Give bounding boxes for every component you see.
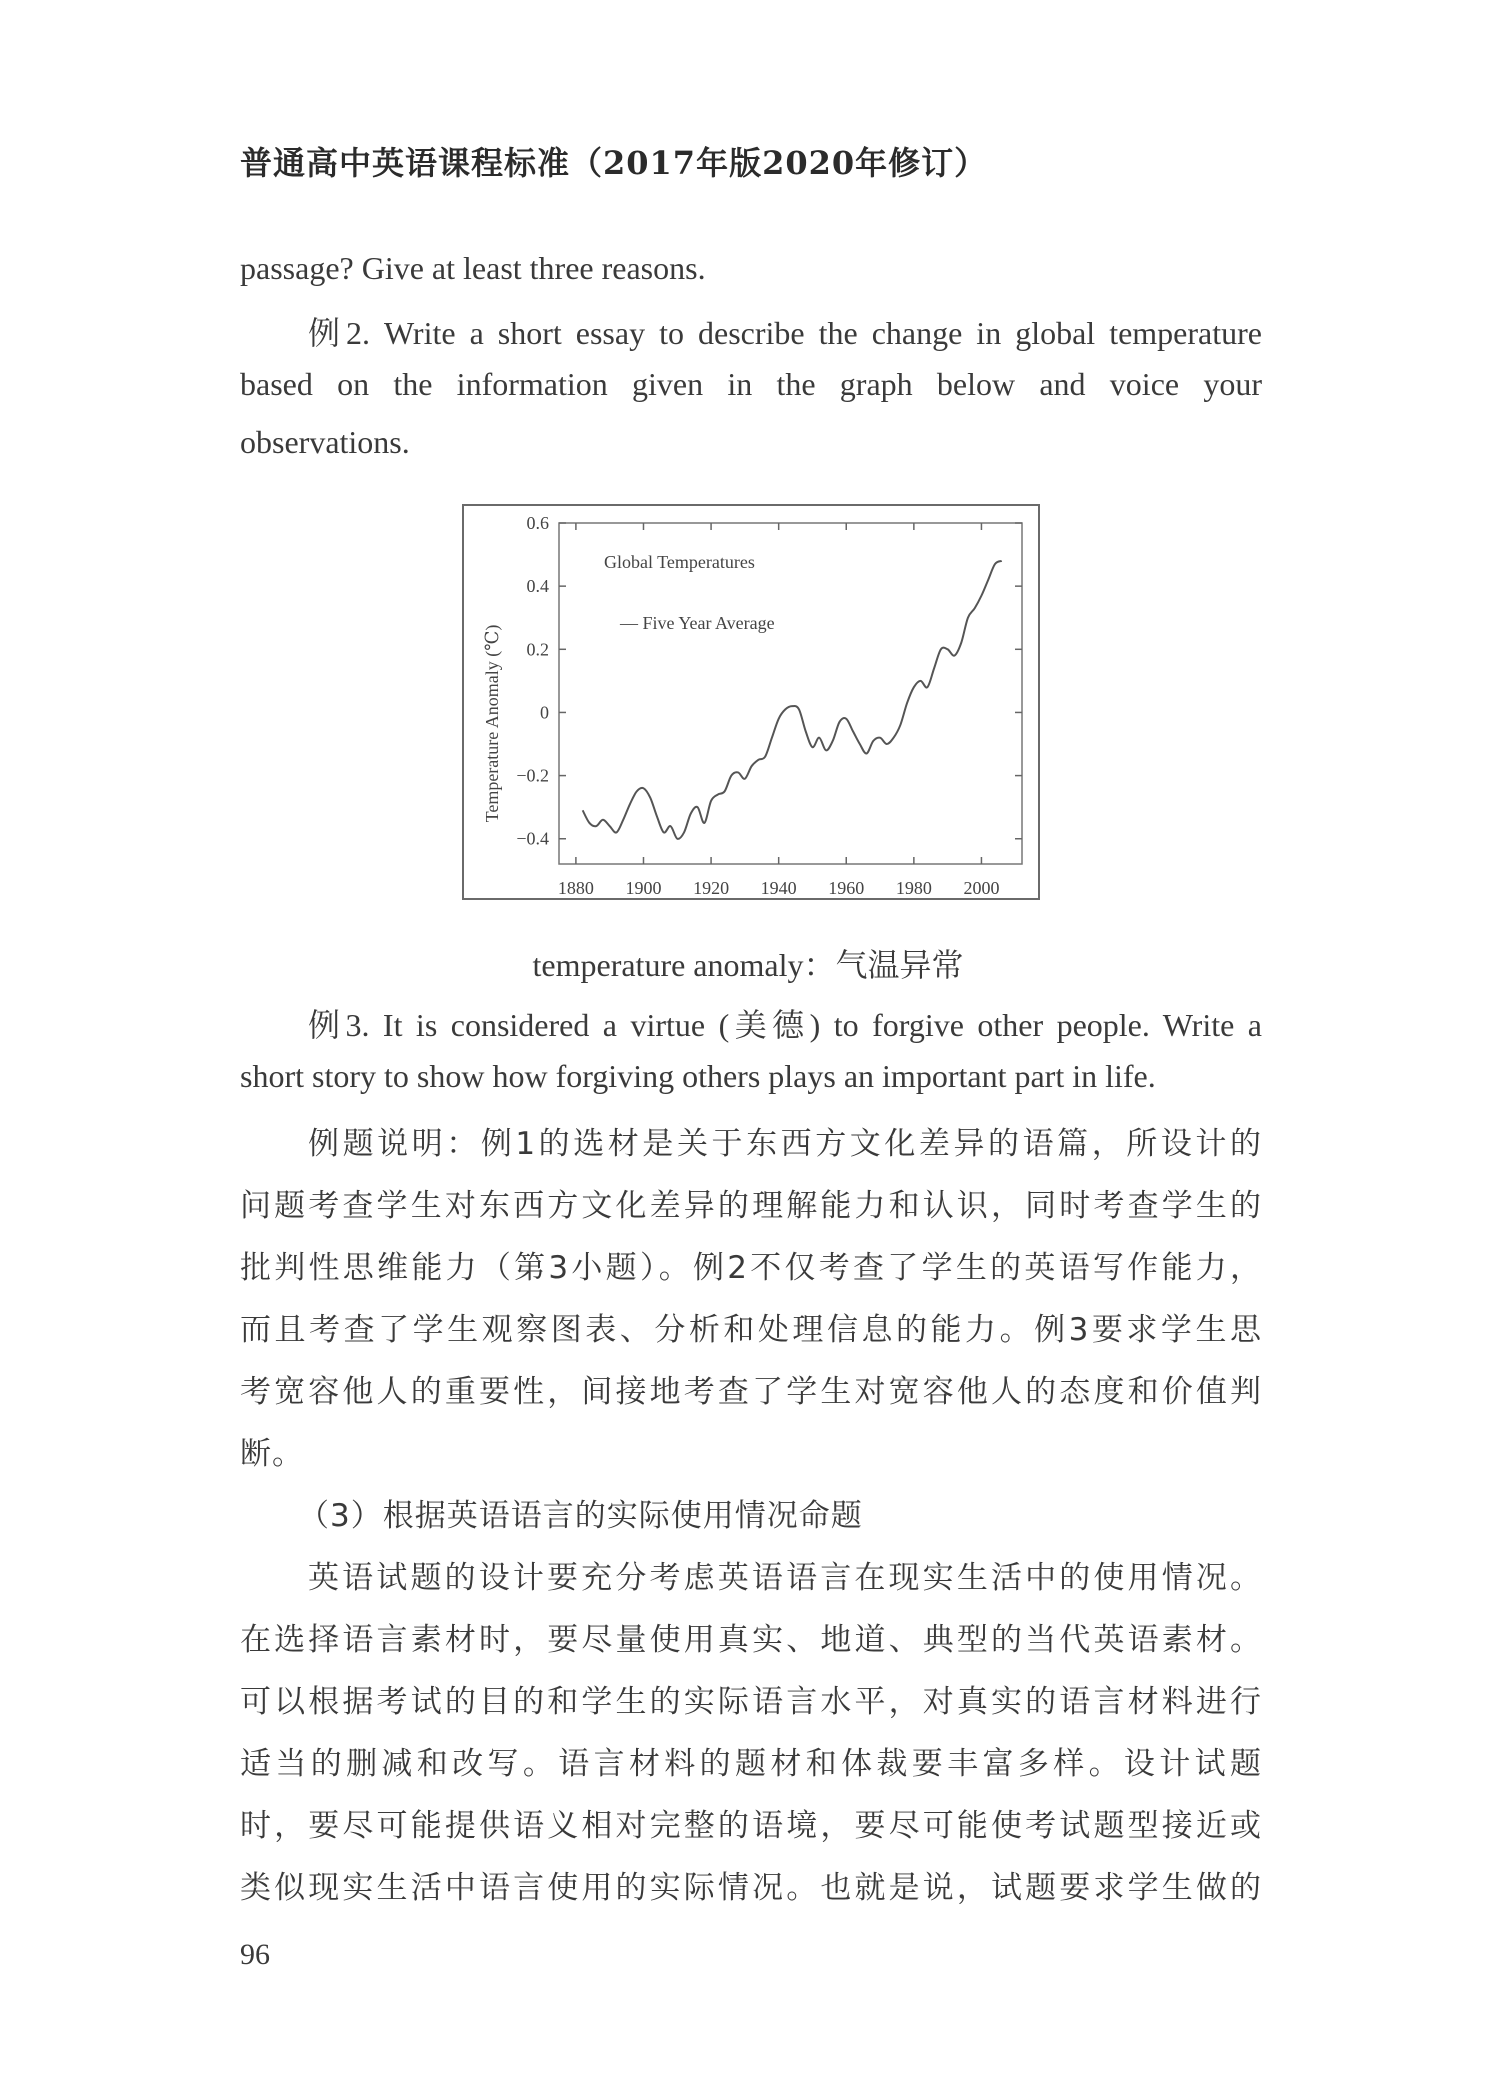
section-heading: （3）根据英语语言的实际使用情况命题 xyxy=(298,1498,863,1534)
x-tick-label: 1960 xyxy=(828,878,865,898)
x-tick-label: 1940 xyxy=(760,878,797,898)
text-line: 例2. Write a short essay to describe the change in global temperature xyxy=(308,315,1262,351)
paragraph-line: 适当的删减和改写。语言材料的题材和体裁要丰富多样。设计试题 xyxy=(240,1746,1262,1782)
y-tick-label: 0.4 xyxy=(526,576,549,597)
x-tick-label: 2000 xyxy=(963,878,1000,898)
text-line: based on the information given in the graph below and voice your xyxy=(240,366,1262,402)
paragraph-line: 考宽容他人的重要性，间接地考查了学生对宽容他人的态度和价值判 xyxy=(240,1374,1262,1410)
y-tick-label: −0.4 xyxy=(516,828,549,849)
chart-svg xyxy=(464,506,1042,902)
legend-entry: — Five Year Average xyxy=(620,613,775,633)
y-tick-label: 0.2 xyxy=(526,639,549,660)
paragraph-line: 而且考查了学生观察图表、分析和处理信息的能力。例3要求学生思 xyxy=(240,1312,1262,1348)
x-tick-label: 1920 xyxy=(693,878,730,898)
x-tick-label: 1880 xyxy=(557,878,594,898)
x-tick-label: 1900 xyxy=(625,878,662,898)
chart-title: Global Temperatures xyxy=(604,552,755,572)
paragraph-line: 时，要尽可能提供语义相对完整的语境，要尽可能使考试题型接近或 xyxy=(240,1808,1262,1844)
paragraph-line: 问题考查学生对东西方文化差异的理解能力和认识，同时考查学生的 xyxy=(240,1188,1262,1224)
text-line: short story to show how forgiving others plays an important part in life. xyxy=(240,1058,1156,1094)
y-tick-label: −0.2 xyxy=(516,765,549,786)
paragraph-line: 在选择语言素材时，要尽量使用真实、地道、典型的当代英语素材。 xyxy=(240,1622,1262,1658)
chart-caption: temperature anomaly：气温异常 xyxy=(532,947,964,983)
paragraph-line: 批判性思维能力（第3小题）。例2不仅考查了学生的英语写作能力， xyxy=(240,1250,1262,1286)
paragraph-line: 英语试题的设计要充分考虑英语语言在现实生活中的使用情况。 xyxy=(308,1560,1262,1596)
y-tick-label: 0.6 xyxy=(526,513,549,533)
y-tick-label: 0 xyxy=(540,702,549,723)
running-header: 普通高中英语课程标准（2017年版2020年修订） xyxy=(240,144,988,182)
x-tick-label: 1980 xyxy=(895,878,932,898)
paragraph-line: 可以根据考试的目的和学生的实际语言水平，对真实的语言材料进行 xyxy=(240,1684,1262,1720)
text-line: passage? Give at least three reasons. xyxy=(240,250,706,286)
text-line: 例3. It is considered a virtue (美德) to forgive other people. Write a xyxy=(308,1007,1262,1043)
page-number: 96 xyxy=(240,1938,270,1971)
text-line: observations. xyxy=(240,424,410,460)
temperature-chart xyxy=(462,504,1040,900)
plot-frame xyxy=(559,523,1022,864)
y-axis-label: Temperature Anomaly (℃) xyxy=(482,624,502,823)
series-line-five-year-average xyxy=(583,561,1002,839)
paragraph-line: 断。 xyxy=(240,1436,304,1472)
paragraph-line: 类似现实生活中语言使用的实际情况。也就是说，试题要求学生做的 xyxy=(240,1870,1262,1906)
paragraph-line: 例题说明：例1的选材是关于东西方文化差异的语篇，所设计的 xyxy=(308,1126,1262,1162)
